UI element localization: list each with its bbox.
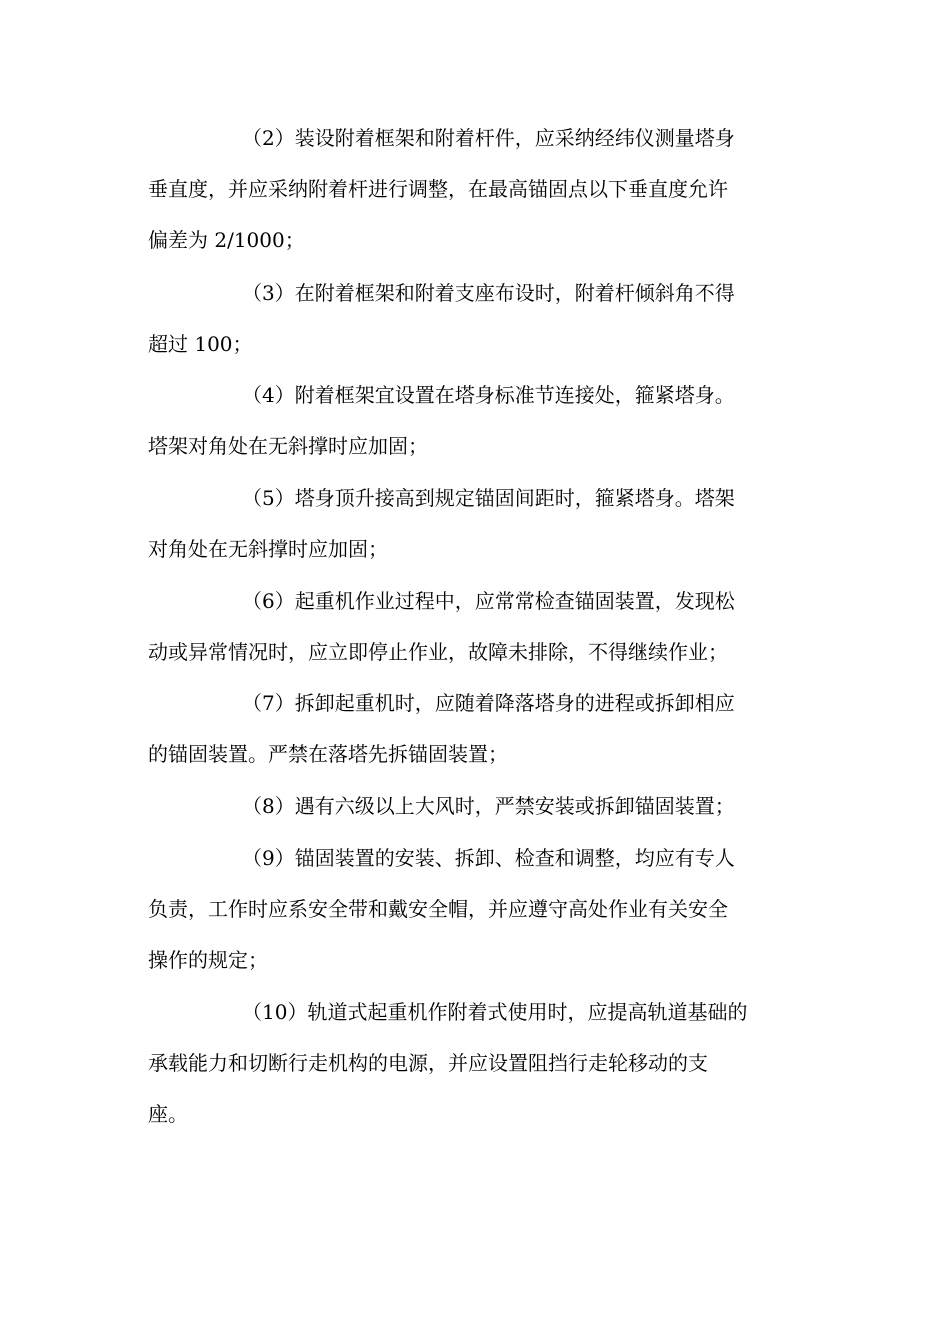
item-4-line-2: 塔架对角处在无斜撑时应加固；	[148, 434, 428, 458]
item-10-line-3: 座。	[148, 1102, 188, 1126]
item-9-line-2: 负责，工作时应系安全带和戴安全帽，并应遵守高处作业有关安全	[148, 897, 728, 921]
item-7-line-1: （7）拆卸起重机时，应随着降落塔身的进程或拆卸相应	[242, 691, 735, 715]
item-10-line-2: 承载能力和切断行走机构的电源，并应设置阻挡行走轮移动的支	[148, 1051, 708, 1075]
item-2-line-2: 垂直度，并应采纳附着杆进行调整，在最高锚固点以下垂直度允许	[148, 177, 728, 201]
item-2-line-3: 偏差为 2/1000；	[148, 228, 305, 252]
item-10-line-1: （10）轨道式起重机作附着式使用时，应提高轨道基础的	[242, 1000, 748, 1024]
item-4-line-1: （4）附着框架宜设置在塔身标准节连接处，箍紧塔身。	[242, 383, 735, 407]
item-6-line-2: 动或异常情况时，应立即停止作业，故障未排除，不得继续作业；	[148, 640, 728, 664]
item-9-line-1: （9）锚固装置的安装、拆卸、检查和调整，均应有专人	[242, 846, 735, 870]
item-3-line-2: 超过 100；	[148, 332, 253, 356]
item-5-line-2: 对角处在无斜撑时应加固；	[148, 537, 388, 561]
item-7-line-2: 的锚固装置。严禁在落塔先拆锚固装置；	[148, 742, 508, 766]
item-8-line-1: （8）遇有六级以上大风时，严禁安装或拆卸锚固装置；	[242, 794, 735, 818]
item-9-line-3: 操作的规定；	[148, 948, 268, 972]
item-3-line-1: （3）在附着框架和附着支座布设时，附着杆倾斜角不得	[242, 281, 735, 305]
item-2-line-1: （2）装设附着框架和附着杆件，应采纳经纬仪测量塔身	[242, 126, 735, 150]
item-5-line-1: （5）塔身顶升接高到规定锚固间距时，箍紧塔身。塔架	[242, 486, 735, 510]
item-6-line-1: （6）起重机作业过程中，应常常检查锚固装置，发现松	[242, 589, 735, 613]
